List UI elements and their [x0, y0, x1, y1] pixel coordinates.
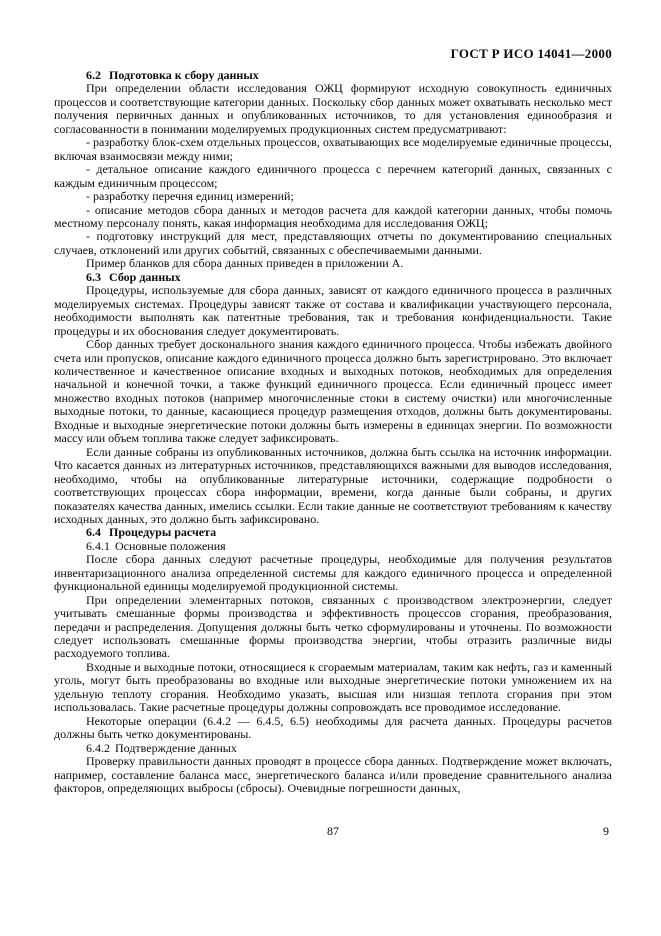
section-number: 6.2: [86, 68, 101, 82]
section-heading-6-2: [54, 69, 612, 82]
document-body: [54, 69, 612, 795]
list-item: - разработку блок-схем отдельных процессов, охватывающих все моделируемые единичные процессы, включая взаимосвязи между ними;: [54, 135, 612, 163]
page-number-right: 9: [603, 824, 609, 838]
section-title: Процедуры расчета: [109, 525, 217, 540]
subsection-number: 6.4.1: [86, 538, 110, 553]
paragraph: Пример бланков для сбора данных приведен в приложении А.: [86, 256, 404, 271]
standard-code-header: ГОСТ Р ИСО 14041—2000: [450, 46, 612, 61]
page-number-center: 87: [327, 824, 339, 838]
section-heading-6-3: [54, 271, 612, 284]
subsection-title: Основные положения: [115, 538, 226, 553]
section-heading-6-4: [54, 526, 612, 539]
paragraph: При определении области исследования ОЖЦ формируют исходную совокупность единичных процессов и соответствующие категории данных. Поскольку сбор данных может охватывать несколько мест получения первичных данных и опубликованных источников, то для установления единообразия и согласованности в понимании моделируемых продукционных систем предусматривают:: [54, 81, 612, 136]
subsection-heading-6-4-2: [54, 742, 612, 755]
list-item: - детальное описание каждого единичного процесса с перечнем категорий данных, связанных с каждым единичным процессом;: [54, 162, 612, 190]
subsection-number: 6.4.2: [86, 740, 110, 755]
subsection-title: Подтверждение данных: [115, 740, 237, 755]
paragraph: Процедуры, используемые для сбора данных, зависят от каждого единичного процесса в различных моделируемых системах. Процедуры зависят также от состава и квалификации участвующего персонала, необходимости выполнять как патентные требования, так и требования конфиденциальности. Такие процедуры и их обоснования следует документировать.: [54, 283, 612, 338]
paragraph: Некоторые операции (6.4.2 — 6.4.5, 6.5) необходимы для расчета данных. Процедуры расчетов должны быть четко документированы.: [54, 713, 612, 742]
section-number: 6.3: [86, 269, 101, 284]
paragraph: Входные и выходные потоки, относящиеся к сгораемым материалам, таким как нефть, газ и каменный уголь, могут быть преобразованы во входные или выходные энергетические потоки умножением их на удельную теплоту сгорания. Необходимо указать, высшая или низшая теплота сгорания при этом использовалась. Такие расчетные процедуры должны сопровождать все проводимое исследование.: [54, 659, 612, 715]
list-item: - разработку перечня единиц измерений;: [86, 189, 294, 204]
section-title: Сбор данных: [109, 269, 181, 284]
paragraph: Проверку правильности данных проводят в процессе сбора данных. Подтверждение может включать, например, составление баланса масс, энергетического баланса и/или проведение сравнительного анализа факторов, определяющих выбросы (сбросы). Очевидные погрешности данных,: [54, 754, 612, 796]
list-item: - описание методов сбора данных и методов расчета для каждой категории данных, чтобы помочь местному персоналу понять, какая информация необходима для исследования ОЖЦ;: [54, 202, 612, 230]
list-item: - подготовку инструкций для мест, представляющих отчеты по документированию специальных случаев, отклонений или других событий, связанных с обеспечиваемыми данными.: [54, 229, 612, 257]
section-title: Подготовка к сбору данных: [109, 68, 259, 82]
paragraph: Сбор данных требует досконального знания каждого единичного процесса. Чтобы избежать двойного счета или пропусков, описание каждого единичного процесса должно быть зарегистрировано. Это включает количественное и качественное описание входных и выходных потоков, необходимых для определения начальной и конечной точки, а также функций единичного процесса. Если единичный процесс имеет множество входных потоков (например многочисленные стоки в систему очистки) или многочисленные выходные потоки, то данные, касающиеся процедур размещения отходов, должны быть документированы. Входные и выходные энергетические потоки должны быть измерены в единицах энергии. По возможности массу или объем топлива также следует зафиксировать.: [54, 337, 612, 446]
section-number: 6.4: [86, 525, 101, 540]
subsection-heading-6-4-1: [54, 540, 612, 553]
paragraph: При определении элементарных потоков, связанных с производством электроэнергии, следует учитывать смешанные формы производства и эффективность процессов сгорания, преобразования, передачи и распределения. Допущения должны быть четко сформулированы и уточнены. По возможности следует использовать смешанные формы производства энергии, чтобы отразить различные виды расходуемого топлива.: [54, 592, 612, 661]
paragraph: Если данные собраны из опубликованных источников, должна быть ссылка на источник информации. Что касается данных из литературных источников, представляющихся важными для выводов исследования, необходимо, чтобы на опубликованные литературные источники, содержащие подробности о соответствующих процессах сбора информации, времени, когда данные были собраны, и других показателях качества данных, имелись ссылки. Если такие данные не соответствуют требованиям к качеству исходных данных, это должно быть зафиксировано.: [54, 444, 612, 526]
paragraph: После сбора данных следуют расчетные процедуры, необходимые для получения результатов инвентаризационного анализа определенной системы для каждого единичного процесса и определенной функциональной единицы моделируемой продукционной системы.: [54, 552, 612, 594]
